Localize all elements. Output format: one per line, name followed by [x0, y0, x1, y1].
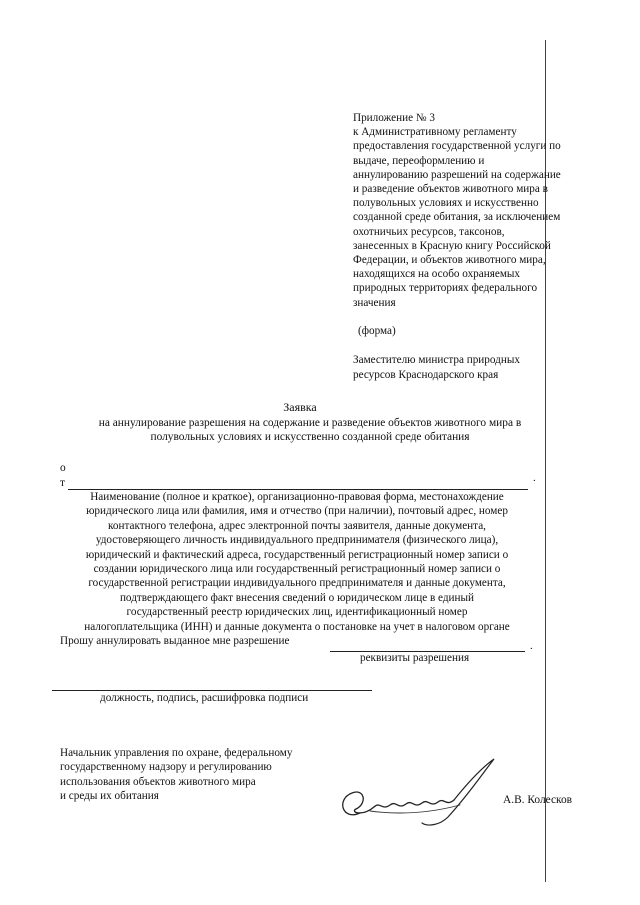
official-title-line: использования объектов животного мира	[60, 775, 256, 788]
appendix-line: Приложение № 3	[353, 112, 435, 124]
description-line: контактного телефона, адрес электронной почты заявителя, данные документа,	[108, 519, 486, 532]
appendix-header	[353, 111, 618, 310]
appendix-line: полувольных условиях и искусственно	[353, 197, 539, 210]
appendix-line: созданной среде обитания, за исключением	[353, 211, 561, 224]
appendix-line: значения	[353, 296, 396, 309]
description-line: удостоверяющего личность индивидуального предпринимателя (физического лица),	[95, 534, 499, 547]
from-label-o: о	[60, 462, 66, 474]
subtitle-line: на аннулирование разрешения на содержание и разведение объектов животного мира в	[98, 417, 522, 429]
description-line: Наименование (полное и краткое), организационно-правовая форма, местонахождение	[90, 491, 504, 503]
from-label-t: т	[60, 477, 65, 489]
official-title-line: и среды их обитания	[60, 790, 159, 803]
description-line: государственной регистрации индивидуального предпринимателя и данные документа,	[88, 577, 506, 590]
applicant-description	[62, 490, 532, 634]
appendix-line: Федерации, и объектов животного мира,	[353, 254, 546, 267]
permit-details-caption: реквизиты разрешения	[360, 652, 470, 664]
addressee-line: Заместителю министра природных	[353, 354, 520, 366]
official-title	[60, 746, 330, 804]
appendix-line: находящихся на особо охраняемых	[353, 268, 521, 281]
description-line: подтверждающего факт внесения сведений о юридическом лице в единый	[119, 591, 475, 604]
form-label: (форма)	[358, 325, 396, 337]
appendix-line: к Административному регламенту	[353, 126, 517, 139]
appendix-line: и разведение объектов животного мира в	[353, 183, 548, 196]
appendix-line: предоставления государственной услуги по	[353, 140, 561, 153]
document-title: Заявка	[283, 400, 317, 414]
description-line: создании юридического лица или государственный регистрационный номер записи о	[93, 563, 501, 576]
appendix-line: аннулированию разрешений на содержание	[353, 168, 561, 181]
appendix-line: выдаче, переоформлению и	[353, 154, 485, 167]
official-title-line: государственному надзору и регулированию	[60, 761, 272, 774]
description-line: юридический и фактический адреса, государственный регистрационный номер записи о	[85, 548, 509, 561]
from-field-end-dot: .	[533, 472, 536, 484]
addressee	[353, 353, 583, 382]
appendix-line: природных территориях федерального	[353, 282, 538, 295]
signature-caption: должность, подпись, расшифровка подписи	[100, 692, 309, 704]
appendix-line: охотничьих ресурсов, таксонов,	[353, 225, 505, 238]
subtitle-line: полувольных условиях и искусственно созданной среде обитания	[150, 431, 470, 443]
signature-fill-line	[52, 690, 372, 691]
appendix-line: занесенных в Красную книгу Российской	[353, 239, 551, 252]
description-line: налогоплательщика (ИНН) и данные документа о постановке на учет в налоговом органе	[84, 620, 510, 633]
official-name: А.В. Колесков	[503, 794, 573, 806]
document-subtitle	[40, 416, 580, 444]
description-line: государственный реестр юридических лиц, идентификационный номер	[126, 606, 468, 619]
official-title-line: Начальник управления по охране, федеральному	[60, 747, 293, 759]
request-end-dot: .	[530, 640, 533, 652]
request-text: Прошу аннулировать выданное мне разрешение	[60, 635, 290, 647]
addressee-line: ресурсов Краснодарского края	[353, 368, 499, 381]
description-line: юридического лица или фамилия, имя и отчество (при наличии), почтовый адрес, номер	[86, 505, 508, 518]
handwritten-signature	[330, 755, 505, 830]
